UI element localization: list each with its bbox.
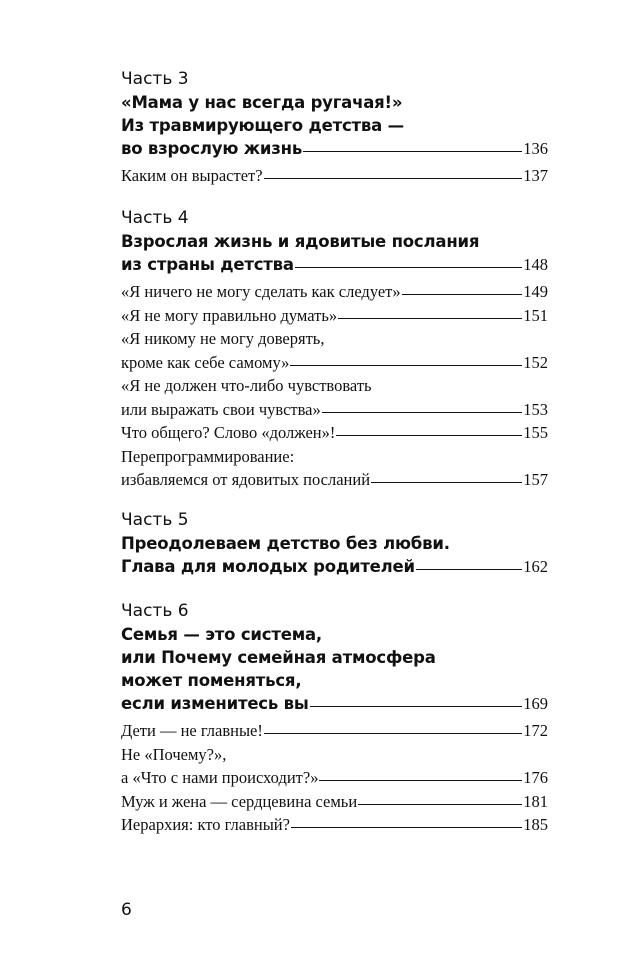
entry-leader-line [121,421,548,445]
heading-line: если изменитесь вы [121,694,309,713]
leader-rule [291,827,522,828]
entry-title: «Я никому не могу доверять, [121,329,325,348]
toc-entry[interactable] [121,304,548,328]
entry-leader-line [121,164,548,188]
part-label: Часть 5 [121,510,189,530]
entry-leader-line [121,719,548,743]
page-number: 153 [523,399,548,419]
folio-page-number: 6 [121,900,132,920]
leader-rule [295,267,522,268]
leader-rule [322,412,522,413]
toc-part-3 [121,68,548,188]
leader-rule [336,435,522,436]
leader-rule [416,569,522,570]
part-label: Часть 6 [121,601,189,621]
leader-rule [264,178,523,179]
heading-line: Глава для молодых родителей [121,557,415,576]
page-number: 162 [523,557,548,576]
part-label: Часть 3 [121,69,189,89]
entry-title: избавляемся от ядовитых посланий [121,470,371,489]
page-number: 149 [523,282,548,301]
entry-title: а «Что с нами происходит?» [121,768,319,787]
leader-rule [303,151,522,152]
page-number: 185 [523,815,548,834]
page-number: 155 [523,423,548,442]
toc-part-6 [121,600,548,837]
part-heading[interactable] [121,623,548,715]
heading-line: Из травмирующего детства — [121,116,404,135]
toc-entry[interactable] [121,280,548,304]
toc-entry[interactable] [121,327,548,374]
entry-leader-line [121,790,548,814]
toc-entry[interactable] [121,164,548,188]
leader-rule [264,733,522,734]
heading-line: Преодолеваем детство без любви. [121,534,450,553]
page-number: 136 [523,139,548,158]
entry-title: Муж и жена — сердцевина семьи [121,791,358,811]
entry-title: или выражать свои чувства» [121,399,321,419]
page-number: 181 [523,791,548,811]
page-number: 137 [523,166,548,185]
entry-title: Перепрограммирование: [121,446,295,466]
heading-line: Взрослая жизнь и ядовитые послания [121,232,480,251]
heading-line: или Почему семейная атмосфера [121,648,436,667]
toc-entry[interactable] [121,719,548,743]
heading-line: из страны детства [121,255,294,274]
leader-rule [319,780,522,781]
page-number: 148 [523,255,548,274]
heading-line: «Мама у нас всегда ругачая!» [121,93,403,112]
part-heading[interactable] [121,91,548,160]
heading-leader-line [121,137,548,160]
entry-title: Каким он вырастет? [121,166,263,185]
toc-entry[interactable] [121,374,548,421]
entry-leader-line [121,813,548,837]
part-label: Часть 4 [121,208,189,228]
entry-leader-line [121,766,548,790]
toc-entry[interactable] [121,790,548,814]
entry-title: кроме как себе самому» [121,352,290,372]
entry-leader-line [121,351,548,375]
entry-title: «Я не должен что-либо чувствовать [121,376,372,395]
entry-title: «Я ничего не могу сделать как следует» [121,282,401,301]
leader-rule [338,318,522,319]
heading-leader-line [121,555,548,578]
leader-rule [402,294,523,295]
leader-rule [290,365,522,366]
toc-part-4 [121,207,548,492]
leader-rule [358,804,522,805]
page-number: 151 [523,305,548,325]
entry-title: «Я не могу правильно думать» [121,305,338,325]
page-number: 169 [523,694,548,713]
heading-leader-line [121,692,548,715]
heading-line: во взрослую жизнь [121,139,303,158]
entry-title: Не «Почему?», [121,744,227,764]
entry-title: Что общего? Слово «должен»! [121,423,336,442]
page-number: 172 [523,721,548,740]
leader-rule [310,706,523,707]
entry-title: Дети — не главные! [121,721,263,740]
entry-leader-line [121,468,548,492]
entry-leader-line [121,304,548,328]
toc-entry[interactable] [121,445,548,492]
heading-line: может поменяться, [121,671,302,690]
heading-line: Семья — это система, [121,625,322,644]
leader-rule [371,482,522,483]
page-number: 176 [523,768,548,787]
toc-entry[interactable] [121,421,548,445]
toc-entry[interactable] [121,743,548,790]
entry-leader-line [121,280,548,304]
entry-leader-line [121,398,548,422]
page-number: 157 [523,470,548,489]
toc-entry[interactable] [121,813,548,837]
part-heading[interactable] [121,532,548,578]
page-number: 152 [523,352,548,372]
part-heading[interactable] [121,230,548,276]
toc-part-5 [121,509,548,578]
entry-title: Иерархия: кто главный? [121,815,290,834]
heading-leader-line [121,253,548,276]
